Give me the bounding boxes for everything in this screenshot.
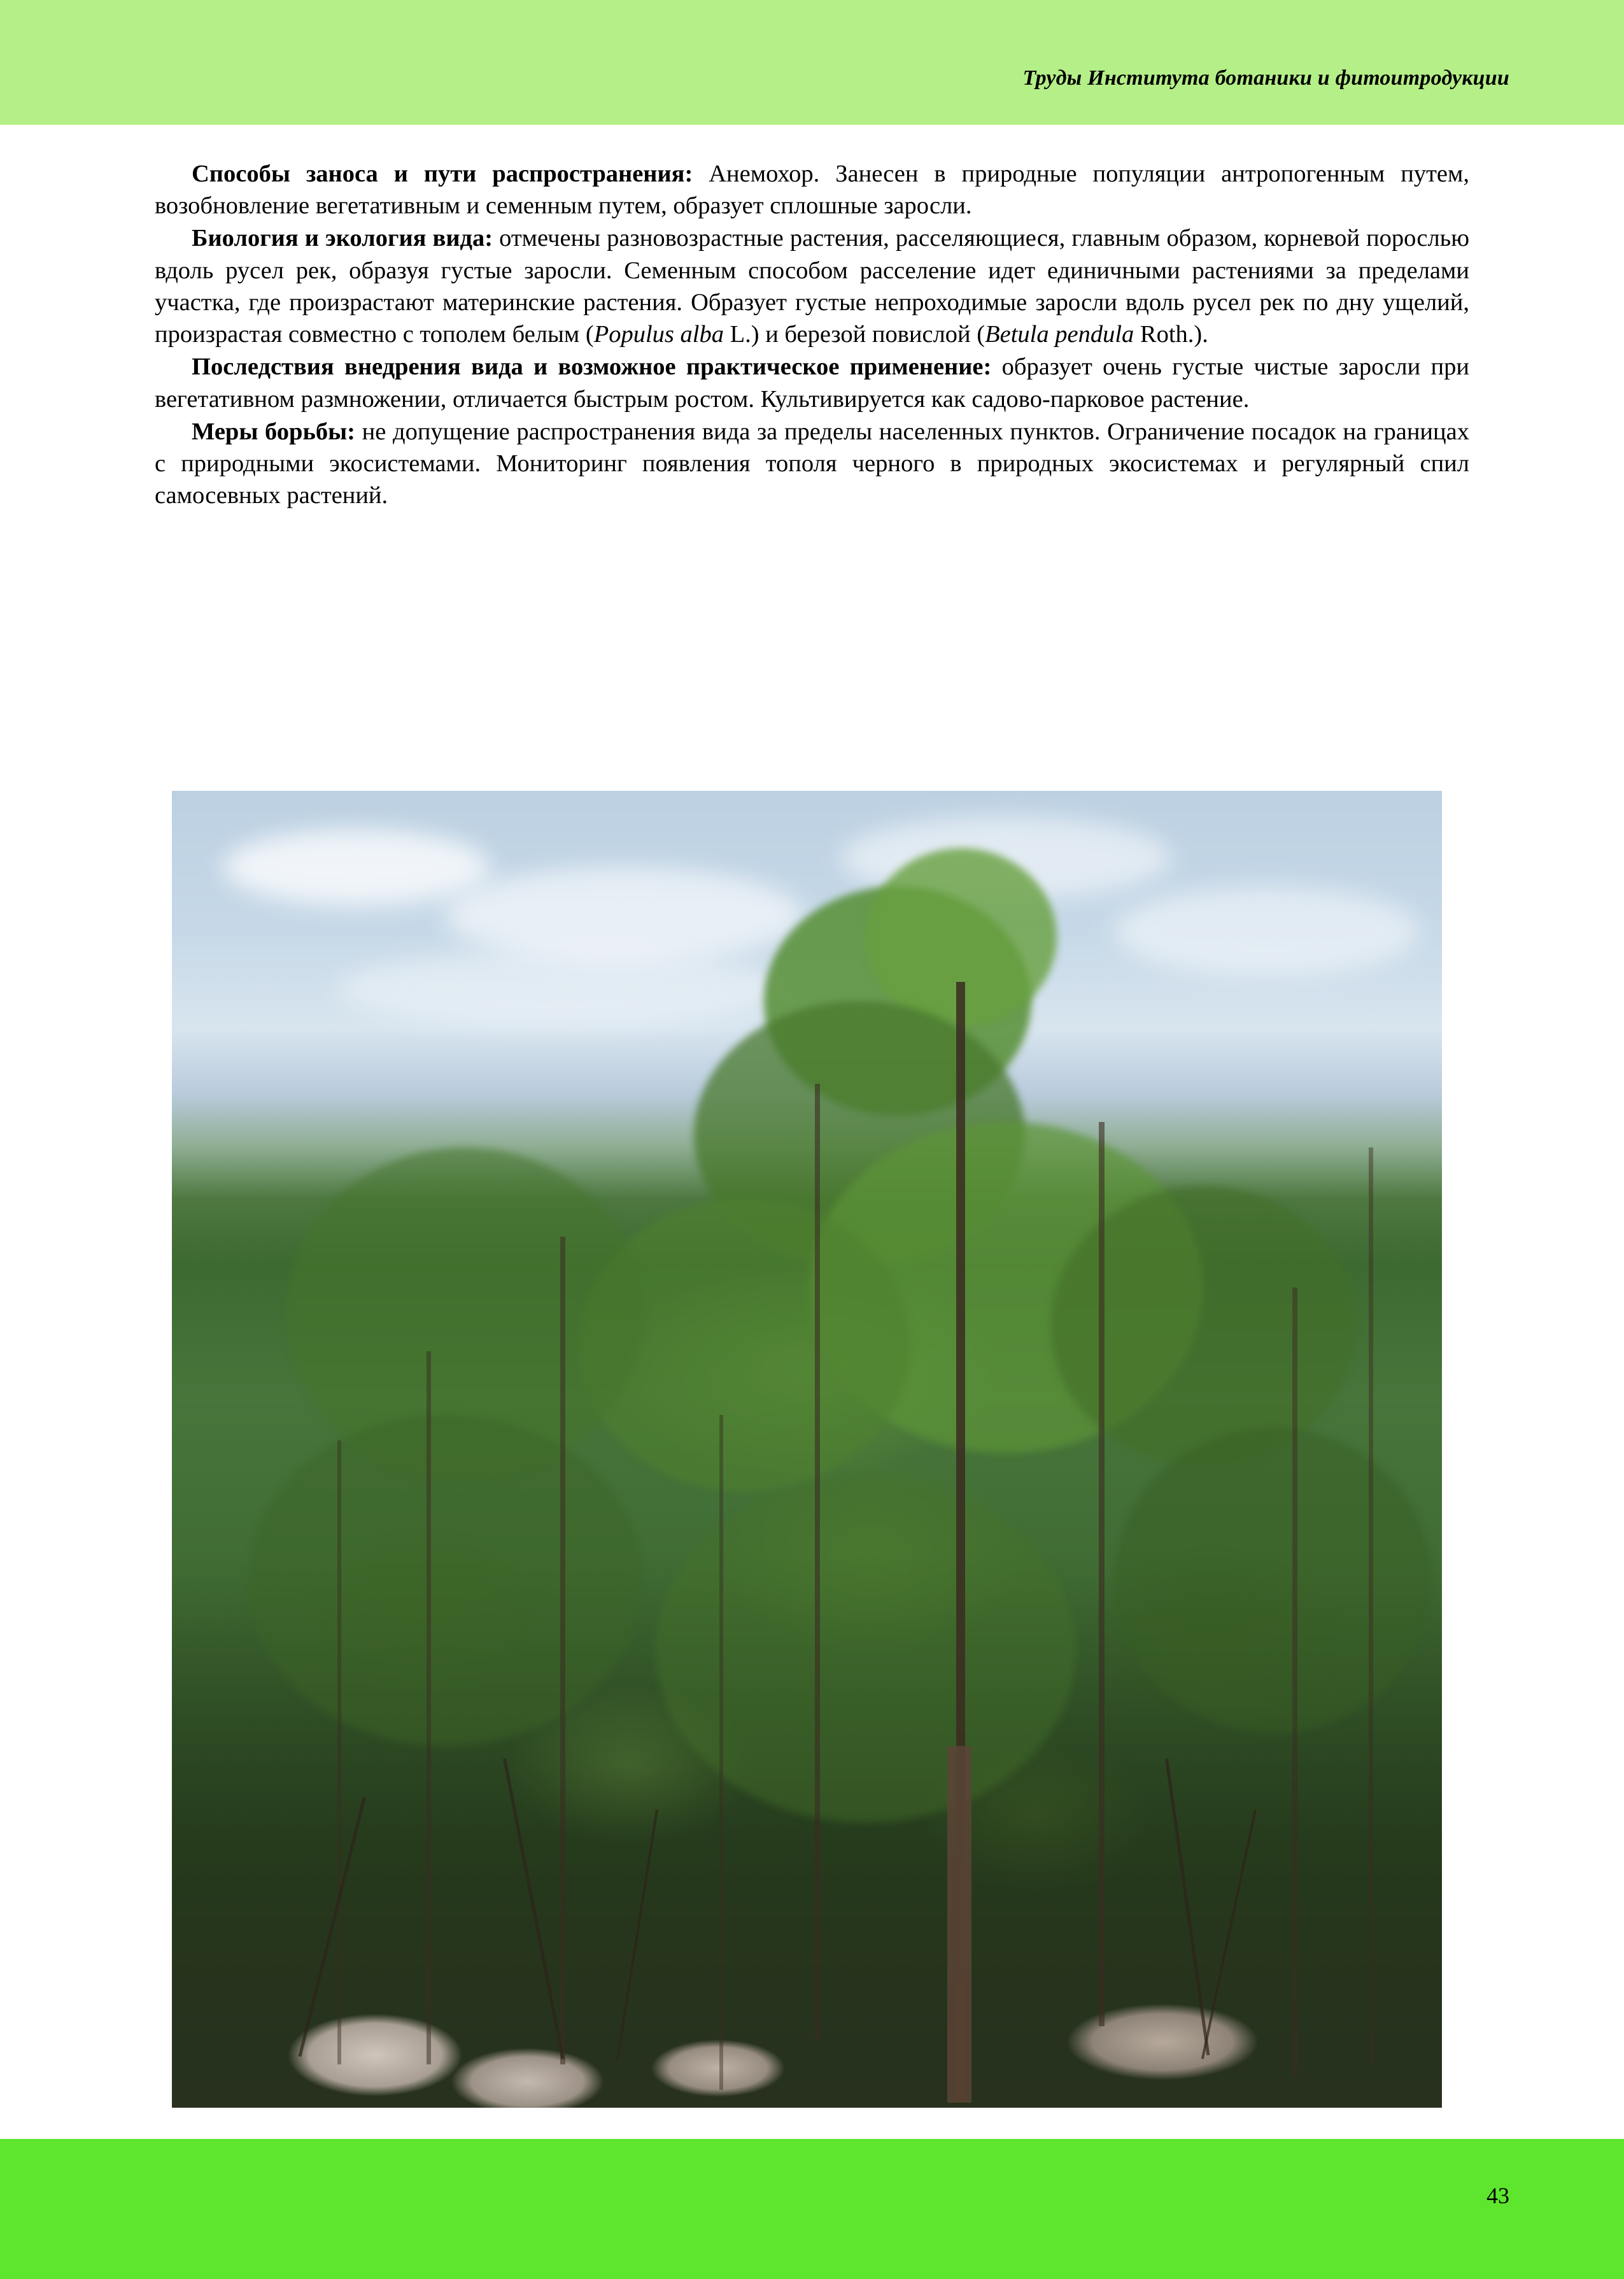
cloud-shape xyxy=(223,829,490,905)
photograph-image xyxy=(172,791,1442,2108)
paragraph-text-biology-1: отмечены разновозрастные растения, расселяющиеся, главным образом, корневой порослью вдоль русел рек, образуя густые заросли. Семенным способом расселение идет единичными растениями за пределами участка, где произрастают материнские растения. Образует густые непроходимые заросли вдоль русел рек по дну ущелий, произрастая совместно с тополем белым ( xyxy=(155,225,1470,348)
paragraph-control-measures xyxy=(155,416,1469,512)
tree-trunk xyxy=(560,1237,565,2064)
dry-branch xyxy=(1201,1810,1257,2059)
page-header-band xyxy=(0,0,1624,125)
dry-branch xyxy=(298,1796,365,2057)
paragraph-text-biology-3: Roth.). xyxy=(1134,321,1208,348)
paragraph-biology xyxy=(155,222,1469,350)
paragraph-consequences xyxy=(155,351,1469,415)
paragraph-lead-dispersal: Способы заноса и пути распространения: xyxy=(192,160,693,187)
cloud-shape xyxy=(446,867,802,963)
page-number: 43 xyxy=(1486,2183,1509,2208)
paragraph-text-biology-2: L.) и березой повислой ( xyxy=(723,321,985,348)
tree-trunk xyxy=(337,1440,341,2064)
paragraph-text-dispersal: Анемохор. Занесен в природные популяции антропогенным путем, возобновление вегетативным и семенным путем, образует сплошные заросли. xyxy=(155,160,1469,220)
tree-trunk xyxy=(947,1746,971,2103)
tree-trunk xyxy=(719,1415,723,2090)
paragraph-text-consequences: образует очень густые чистые заросли при вегетативном размножении, отличается быстрым ростом. Культивируется как садово-парковое растение. xyxy=(155,353,1469,413)
cloud-shape xyxy=(1114,886,1420,976)
figure-photograph xyxy=(172,791,1442,2108)
running-title: Труды Института ботаники и фитоитродукции xyxy=(1022,66,1509,90)
paragraph-lead-consequences: Последствия внедрения вида и возможное практическое применение: xyxy=(192,353,992,381)
foliage-cluster xyxy=(656,1479,1076,1822)
article-body xyxy=(155,158,1469,512)
tree-trunk xyxy=(815,1084,820,2039)
dry-branch xyxy=(616,1810,658,2062)
foliage-cluster xyxy=(1114,1428,1432,1733)
species-name-betula-pendula: Betula pendula xyxy=(985,321,1134,348)
foliage-cluster xyxy=(1050,1186,1356,1466)
species-name-populus-alba: Populus alba xyxy=(593,321,724,348)
paragraph-dispersal xyxy=(155,158,1469,222)
cloud-shape xyxy=(337,950,783,1026)
tree-trunk xyxy=(1099,1122,1105,2026)
page-footer-band xyxy=(0,2139,1624,2279)
paragraph-lead-control-measures: Меры борьбы: xyxy=(192,418,355,445)
paragraph-lead-biology: Биология и экология вида: xyxy=(192,225,493,252)
foliage-cluster xyxy=(248,1415,643,1746)
dry-branch xyxy=(503,1759,564,2059)
tree-trunk xyxy=(1369,1147,1373,2064)
tree-trunk xyxy=(1292,1288,1297,2077)
dry-branch xyxy=(1165,1759,1210,2055)
tree-trunk xyxy=(427,1351,431,2064)
paragraph-text-control-measures: не допущение распространения вида за пределы населенных пунктов. Ограничение посадок на границах с природными экосистемами. Мониторинг появления тополя черного в природных экосистемах и регулярный спил самосевных растений. xyxy=(155,418,1469,509)
